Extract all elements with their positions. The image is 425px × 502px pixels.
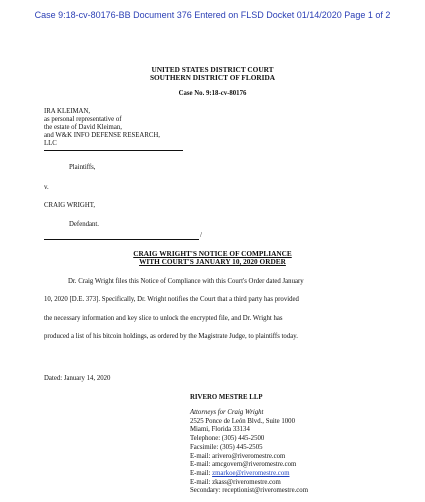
body-line: 10, 2020 [D.E. 373]. Specifically, Dr. Wright notifies the Court that a third party has provided xyxy=(44,296,299,303)
court-name-line1: UNITED STATES DISTRICT COURT xyxy=(151,65,274,74)
body-line: the necessary information and key slice to unlock the encrypted file, and Dr. Wright has xyxy=(44,315,283,322)
telephone: Telephone: (305) 445-2500 xyxy=(190,435,265,443)
secondary-email: Secondary: receptionist@riveromestre.com xyxy=(190,487,308,495)
defendant-name: CRAIG WRIGHT, xyxy=(44,202,96,209)
email-line: E-mail: zkass@riveromestre.com xyxy=(190,478,281,486)
court-name-line2: SOUTHERN DISTRICT OF FLORIDA xyxy=(149,73,276,82)
address-line1: 2525 Ponce de León Blvd., Suite 1000 xyxy=(190,417,295,425)
caption-rule-bottom xyxy=(44,239,199,240)
address-line2: Miami, Florida 33134 xyxy=(190,426,250,434)
signature-block xyxy=(190,409,308,496)
email-line: E-mail: zmarkoe@riveromestre.com xyxy=(190,469,290,477)
notice-title-line1: CRAIG WRIGHT'S NOTICE OF COMPLIANCE xyxy=(133,249,292,258)
body-line: produced a list of his bitcoin holdings, as ordered by the Magistrate Judge, to plaintiffs today. xyxy=(44,333,298,340)
plaintiff-line: the estate of David Kleiman, xyxy=(44,124,122,131)
firm-name: RIVERO MESTRE LLP xyxy=(190,394,263,401)
docket-header: Case 9:18-cv-80176-BB Document 376 Entered on FLSD Docket 01/14/2020 Page 1 of 2 xyxy=(34,10,391,20)
versus-label: v. xyxy=(44,184,49,191)
case-number: Case No. 9:18-cv-80176 xyxy=(178,90,247,97)
attorneys-for: Attorneys for Craig Wright xyxy=(190,409,264,416)
caption-rule-top xyxy=(44,150,183,151)
email-line: E-mail: amcgovern@riveromestre.com xyxy=(190,461,297,469)
notice-title-line2: WITH COURT'S JANUARY 10, 2020 ORDER xyxy=(139,257,286,266)
email-line: E-mail: arivero@riveromestre.com xyxy=(190,452,286,460)
plaintiff-line: and W&K INFO DEFENSE RESEARCH, xyxy=(44,132,160,139)
plaintiffs-label: Plaintiffs, xyxy=(69,164,96,171)
email-link[interactable]: zmarkoe@riveromestre.com xyxy=(212,469,290,477)
plaintiff-line: as personal representative of xyxy=(44,116,122,123)
plaintiff-line: IRA KLEIMAN, xyxy=(44,108,91,115)
facsimile: Facsimile: (305) 445-2505 xyxy=(190,443,263,451)
plaintiff-line: LLC xyxy=(44,140,57,147)
dated-line: Dated: January 14, 2020 xyxy=(44,375,111,382)
body-line: Dr. Craig Wright files this Notice of Compliance with this Court's Order dated January xyxy=(68,278,304,285)
caption-slash: / xyxy=(200,231,202,239)
defendant-label: Defendant. xyxy=(69,221,100,228)
